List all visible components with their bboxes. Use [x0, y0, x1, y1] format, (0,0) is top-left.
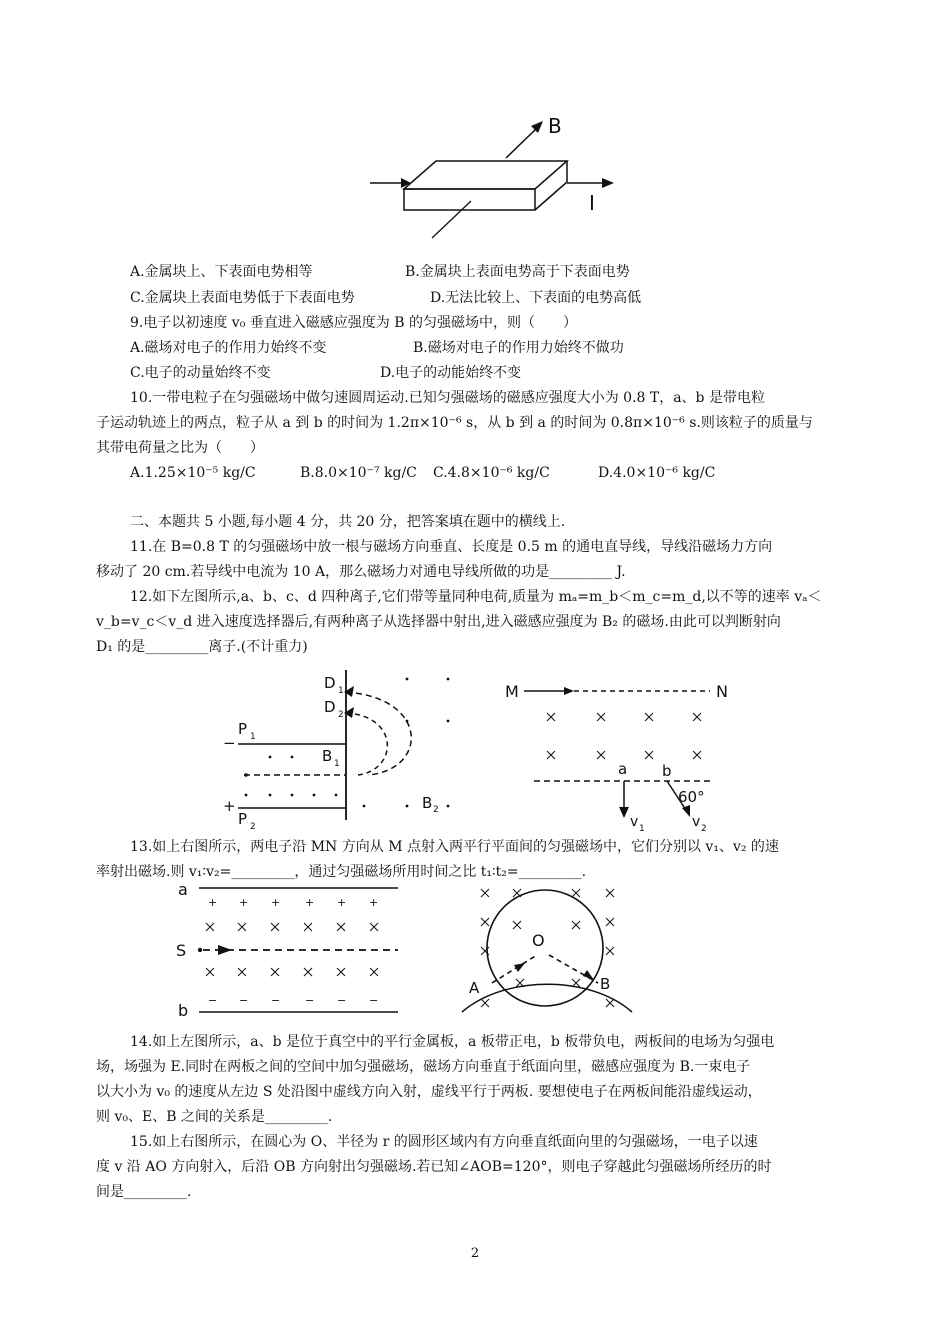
q9-stem: 9.电子以初速度 v₀ 垂直进入磁感应强度为 B 的匀强磁场中，则（ ） — [130, 315, 577, 331]
center-o-label: O — [532, 931, 545, 950]
point-b-label: B — [600, 975, 611, 993]
q15-line-2: 度 v 沿 AO 方向射入，后沿 OB 方向射出匀强磁场.若已知∠AOB=120°，则电子穿越此匀强磁场所经历的时 — [96, 1159, 772, 1175]
angle-label: 60° — [678, 788, 705, 806]
minus-sign: − — [223, 734, 236, 752]
plate-a-label: a — [178, 880, 188, 899]
d2-label: D — [324, 698, 336, 716]
svg-text:−: − — [239, 994, 249, 1007]
q8-option-d: D.无法比较上、下表面的电势高低 — [430, 290, 642, 306]
b2-label: B — [422, 794, 433, 812]
q13-line-1: 13.如上右图所示，两电子沿 MN 方向从 M 点射入两平行平面间的匀强磁场中，它们分别以 v₁、v₂ 的速 — [130, 839, 779, 855]
plate-b-label: b — [178, 1001, 189, 1020]
q10-option-c: C.4.8×10⁻⁶ kg/C — [433, 465, 550, 481]
q8-option-a: A.金属块上、下表面电势相等 — [130, 264, 313, 280]
d1-subscript: 1 — [338, 686, 344, 696]
q8-option-b: B.金属块上表面电势高于下表面电势 — [405, 264, 630, 280]
q10-option-d: D.4.0×10⁻⁶ kg/C — [598, 465, 716, 481]
q12-line-2: v_b=v_c＜v_d 进入速度选择器后,有两种离子从选择器中射出,进入磁感应强度为 B₂ 的磁场.由此可以判断射向 — [96, 614, 781, 630]
svg-text:−: − — [305, 994, 315, 1007]
svg-text:+: + — [208, 896, 218, 909]
q10-line-2: 子运动轨迹上的两点，粒子从 a 到 b 的时间为 1.2π×10⁻⁶ s，从 b 到 a 的时间为 0.8π×10⁻⁶ s.则该粒子的质量与 — [96, 415, 813, 431]
v2-subscript: 2 — [701, 824, 707, 834]
svg-text:+: + — [369, 896, 379, 909]
d2-subscript: 2 — [338, 710, 344, 720]
b2-subscript: 2 — [433, 805, 439, 815]
p1-label: P — [238, 720, 248, 738]
p2-subscript: 2 — [250, 822, 256, 832]
q14-line-2: 场，场强为 E.同时在两板之间的空间中加匀强磁场，磁场方向垂直于纸面向里，磁感应强度为 B.一束电子 — [96, 1059, 751, 1075]
point-a-label: a — [618, 760, 628, 778]
svg-text:−: − — [271, 994, 281, 1007]
q9-option-a: A.磁场对电子的作用力始终不变 — [130, 340, 327, 356]
svg-text:+: + — [305, 896, 315, 909]
p2-label: P — [238, 810, 248, 828]
q11-line-2: 移动了 20 cm.若导线中电流为 10 A，那么磁场力对通电导线所做的功是_________ J. — [96, 564, 626, 580]
q10-line-3: 其带电荷量之比为（ ） — [96, 440, 264, 456]
q14-line-1: 14.如上左图所示，a、b 是位于真空中的平行金属板，a 板带正电，b 板带负电，两板间的电场为匀强电 — [130, 1034, 775, 1050]
q15-line-1: 15.如上右图所示，在圆心为 O、半径为 r 的圆形区域内有方向垂直纸面向里的匀强磁场，一电子以速 — [130, 1134, 758, 1150]
svg-text:+: + — [337, 896, 347, 909]
point-b-label: b — [662, 762, 672, 780]
svg-text:−: − — [337, 994, 347, 1007]
p1-subscript: 1 — [250, 732, 256, 742]
section-2-header: 二、本题共 5 小题,每小题 4 分，共 20 分，把答案填在题中的横线上. — [130, 514, 566, 530]
q12-line-1: 12.如下左图所示,a、b、c、d 四种离子,它们带等量同种电荷,质量为 mₐ=m_b＜m_c=m_d,以不等的速率 vₐ＜ — [130, 589, 822, 605]
q10-line-1: 10.一带电粒子在匀强磁场中做匀速圆周运动.已知匀强磁场的磁感应强度大小为 0.8 T，a、b 是带电粒 — [130, 390, 765, 406]
q10-option-a: A.1.25×10⁻⁵ kg/C — [130, 465, 256, 481]
point-a-label: A — [469, 979, 480, 997]
q12-line-3: D₁ 的是_________离子.(不计重力) — [96, 639, 308, 655]
svg-text:+: + — [271, 896, 281, 909]
svg-text:−: − — [369, 994, 379, 1007]
v1-subscript: 1 — [639, 824, 645, 834]
q13-line-2: 率射出磁场.则 v₁∶v₂=_________，通过匀强磁场所用时间之比 t₁∶t₂=_________. — [96, 864, 587, 880]
source-s-label: S — [176, 941, 187, 960]
svg-text:+: + — [239, 896, 249, 909]
q14-line-3: 以大小为 v₀ 的速度从左边 S 处沿图中虚线方向入射，虚线平行于两板. 要想使电子在两板间能沿虚线运动， — [96, 1084, 762, 1100]
q10-option-b: B.8.0×10⁻⁷ kg/C — [300, 465, 417, 481]
v1-label: v — [630, 814, 639, 830]
b-label: B — [548, 114, 562, 138]
q15-line-3: 间是_________. — [96, 1184, 192, 1200]
i-label: I — [589, 191, 595, 215]
q11-line-1: 11.在 B=0.8 T 的匀强磁场中放一根与磁场方向垂直、长度是 0.5 m 的通电直导线，导线沿磁场力方向 — [130, 539, 773, 555]
q8-option-c: C.金属块上表面电势低于下表面电势 — [130, 290, 355, 306]
d1-label: D — [324, 674, 336, 692]
plus-sign: + — [223, 797, 236, 815]
b1-label: B — [322, 747, 333, 765]
q14-line-4: 则 v₀、E、B 之间的关系是_________. — [96, 1109, 333, 1125]
q9-option-b: B.磁场对电子的作用力始终不做功 — [413, 340, 624, 356]
b1-subscript: 1 — [334, 759, 340, 769]
v2-label: v — [692, 814, 701, 830]
n-label: N — [716, 682, 728, 701]
page-number: 2 — [470, 1246, 480, 1261]
q9-option-d: D.电子的动能始终不变 — [380, 365, 522, 381]
svg-text:−: − — [208, 994, 218, 1007]
q9-option-c: C.电子的动量始终不变 — [130, 365, 271, 381]
m-label: M — [505, 682, 519, 701]
